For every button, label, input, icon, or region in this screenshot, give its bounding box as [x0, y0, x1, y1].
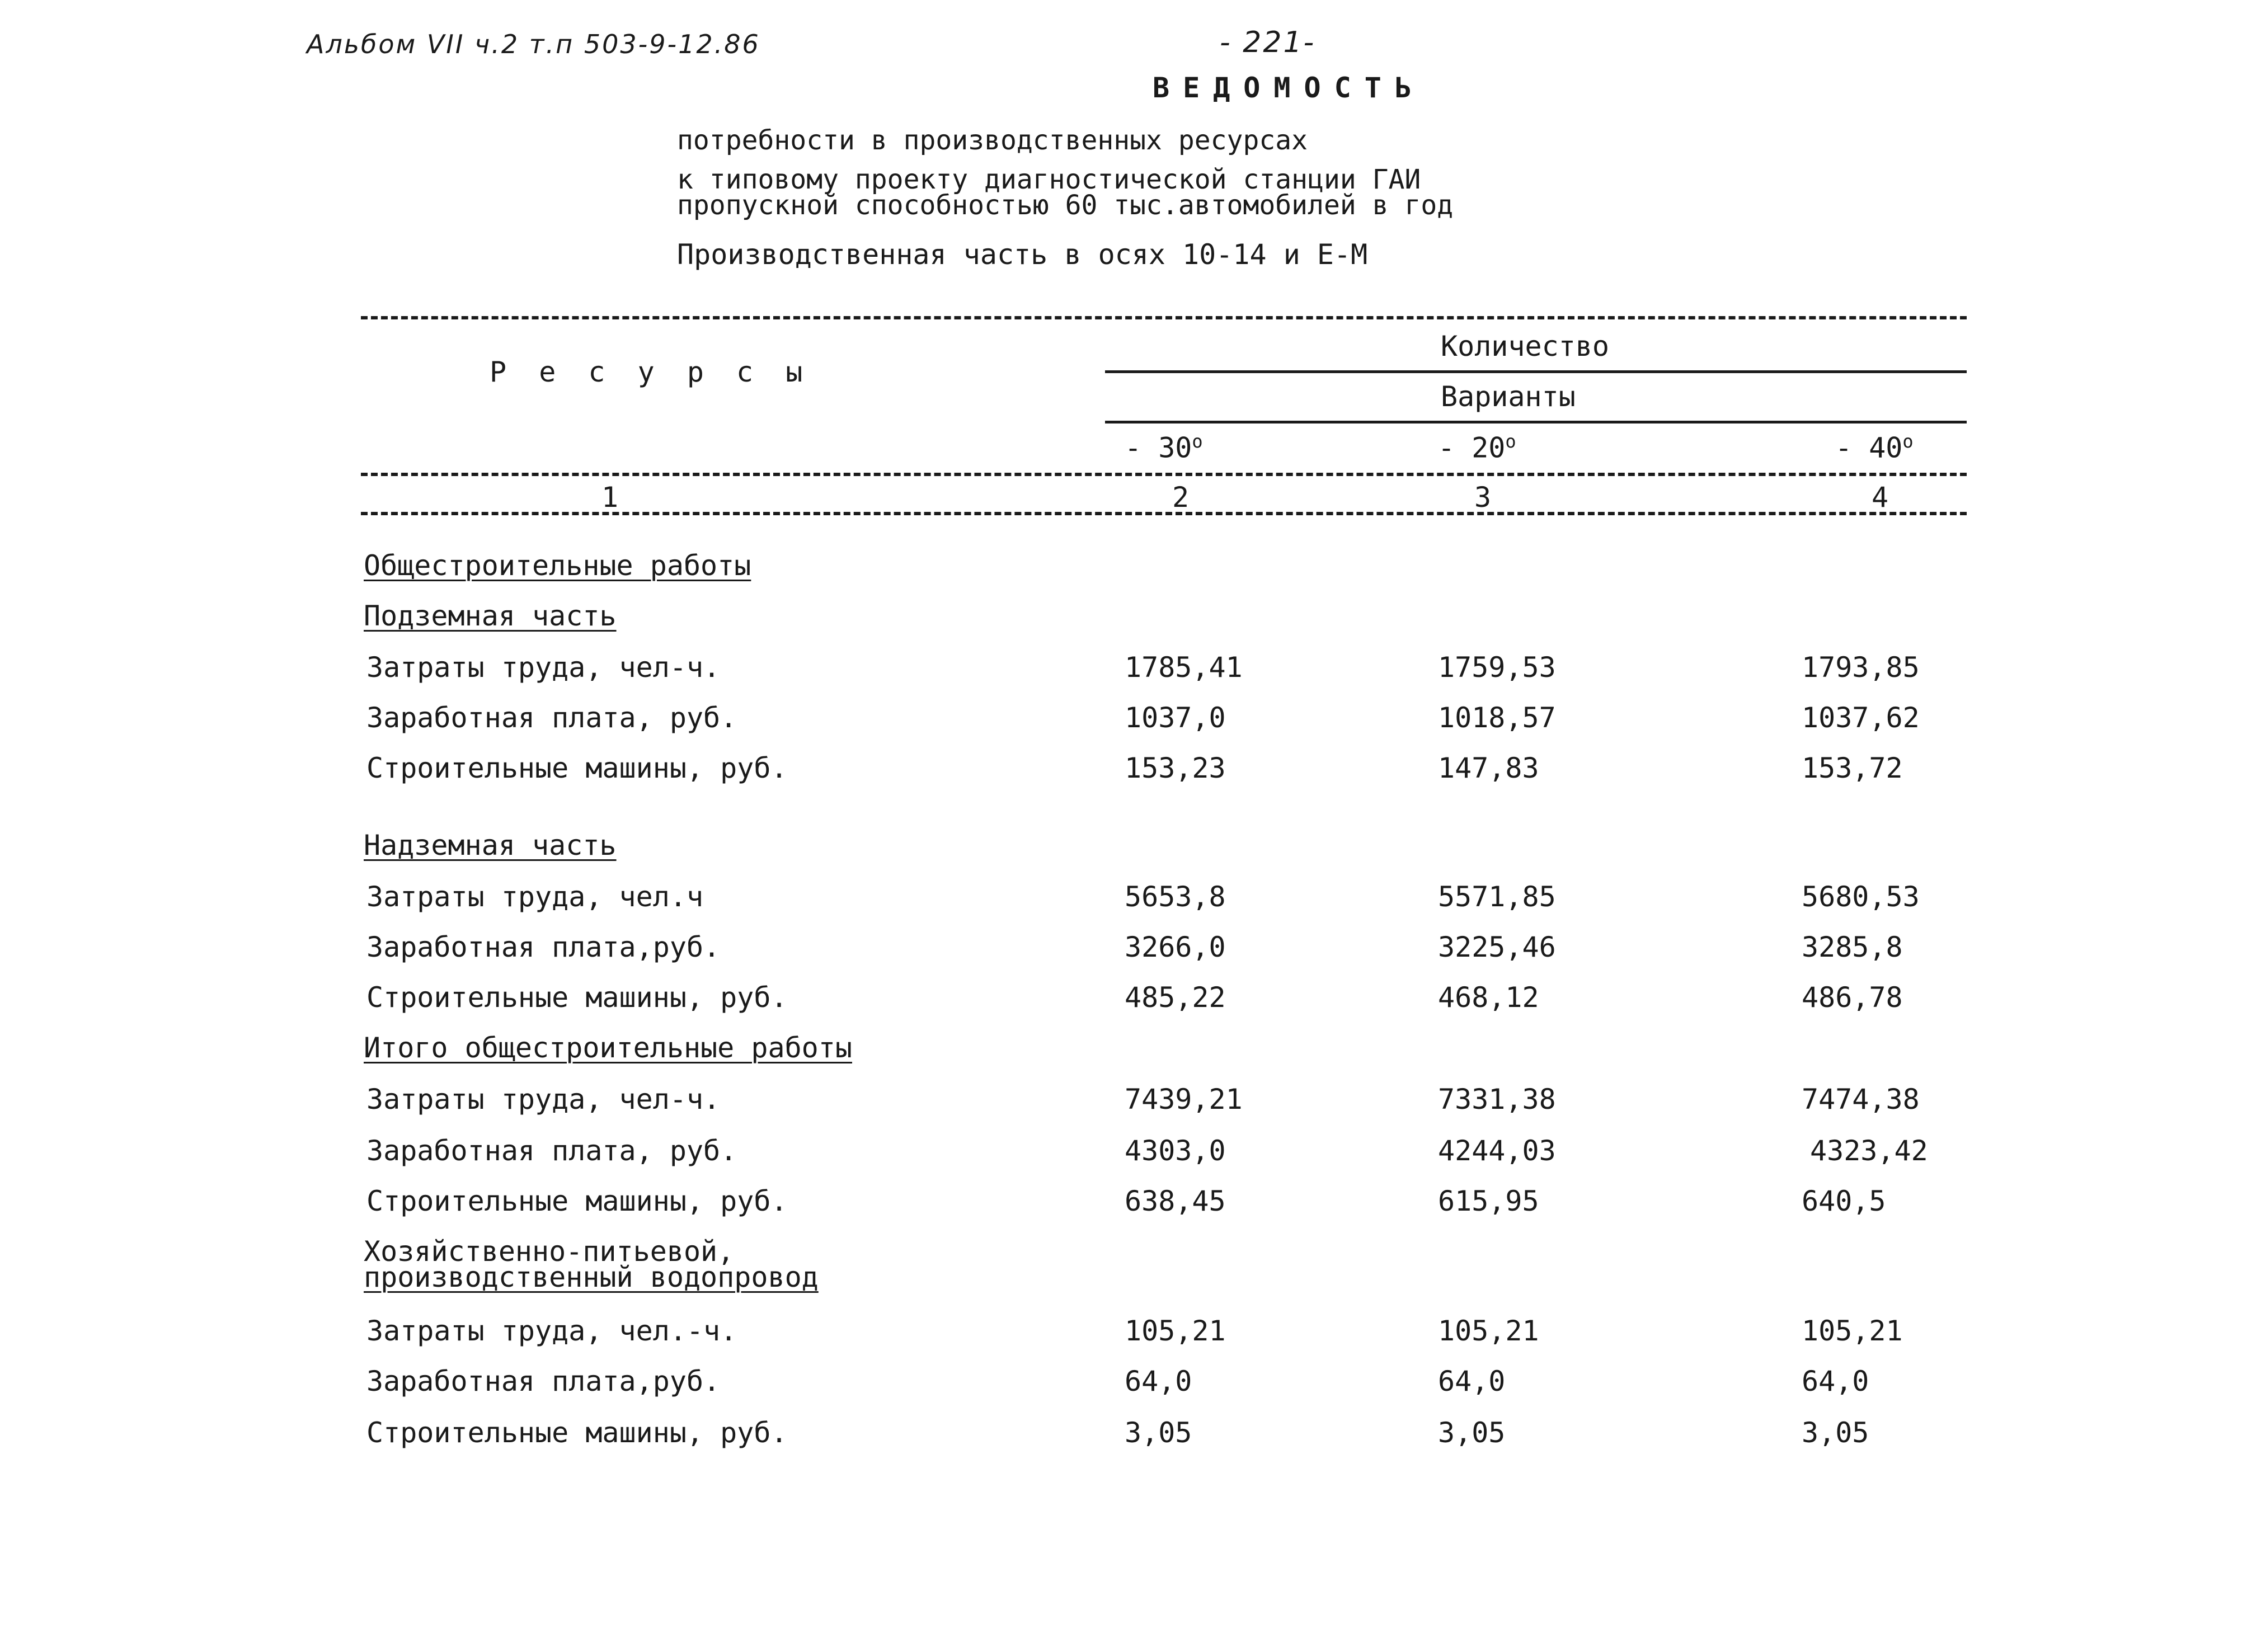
subtitle-line-2: к типовому проекту диагностической станции ГАИ: [677, 164, 1421, 195]
value-cell: 7439,21: [1125, 1083, 1243, 1116]
value-cell: 4323,42: [1810, 1135, 1928, 1167]
value-cell: 4244,03: [1438, 1135, 1556, 1167]
row-label: Заработная плата,руб.: [366, 931, 721, 963]
variant-minus-40: [1835, 431, 1914, 464]
table-top-rule: [361, 316, 1967, 319]
value-cell: 153,72: [1802, 752, 1903, 784]
value-cell: 5571,85: [1438, 881, 1556, 913]
column-number-2: 2: [1172, 481, 1190, 514]
value-cell: 64,0: [1438, 1365, 1506, 1397]
degree-sign: o: [1192, 431, 1203, 452]
value-cell: 3,05: [1438, 1416, 1506, 1449]
degree-sign: o: [1505, 431, 1516, 452]
row-label: Затраты труда, чел.-ч.: [366, 1315, 737, 1347]
quantity-column-header: Количество: [1441, 330, 1610, 363]
value-cell: 486,78: [1802, 981, 1903, 1014]
value-cell: 1785,41: [1125, 651, 1243, 684]
row-label: Затраты труда, чел-ч.: [366, 1083, 721, 1116]
row-label: Заработная плата, руб.: [366, 1135, 737, 1167]
row-label: Итого общестроительные работы: [364, 1032, 852, 1064]
variants-header: Варианты: [1441, 380, 1576, 413]
resources-column-header: Р е с у р с ы: [490, 356, 811, 388]
value-cell: 640,5: [1802, 1185, 1886, 1217]
value-cell: 1018,57: [1438, 702, 1556, 734]
value-cell: 3266,0: [1125, 931, 1226, 963]
value-cell: 7474,38: [1802, 1083, 1920, 1116]
value-cell: 3225,46: [1438, 931, 1556, 963]
value-cell: 468,12: [1438, 981, 1539, 1014]
column-number-3: 3: [1474, 481, 1492, 514]
value-cell: 7331,38: [1438, 1083, 1556, 1116]
value-cell: 105,21: [1438, 1315, 1539, 1347]
variant-minus-30: [1125, 431, 1203, 464]
value-cell: 638,45: [1125, 1185, 1226, 1217]
value-cell: 1793,85: [1802, 651, 1920, 684]
variant-label: - 40: [1835, 431, 1903, 464]
value-cell: 147,83: [1438, 752, 1539, 784]
row-label: Затраты труда, чел.ч: [366, 881, 704, 913]
value-cell: 3285,8: [1802, 931, 1903, 963]
quantity-rule: [1105, 370, 1967, 373]
variant-minus-20: [1438, 431, 1516, 464]
row-label: Строительные машины, руб.: [366, 1416, 788, 1449]
row-label: Строительные машины, руб.: [366, 1185, 788, 1217]
value-cell: 5680,53: [1802, 881, 1920, 913]
header-bottom-rule: [361, 473, 1967, 476]
row-label: Строительные машины, руб.: [366, 981, 788, 1014]
section-title: Производственная часть в осях 10-14 и Е-М: [677, 238, 1368, 271]
value-cell: 4303,0: [1125, 1135, 1226, 1167]
row-label: Хозяйственно-питьевой,: [364, 1235, 735, 1268]
page-number: - 221-: [1220, 26, 1316, 59]
row-label: Строительные машины, руб.: [366, 752, 788, 784]
value-cell: 153,23: [1125, 752, 1226, 784]
row-label: Затраты труда, чел-ч.: [366, 651, 721, 684]
value-cell: 105,21: [1125, 1315, 1226, 1347]
variant-label: - 30: [1125, 431, 1192, 464]
subtitle-line-1: потребности в производственных ресурсах: [677, 125, 1308, 156]
value-cell: 1037,62: [1802, 702, 1920, 734]
variant-label: - 20: [1438, 431, 1506, 464]
value-cell: 3,05: [1802, 1416, 1869, 1449]
value-cell: 1759,53: [1438, 651, 1556, 684]
value-cell: 615,95: [1438, 1185, 1539, 1217]
value-cell: 5653,8: [1125, 881, 1226, 913]
variants-rule: [1105, 421, 1967, 423]
album-reference: Альбом VII ч.2 т.п 503-9-12.86: [307, 29, 760, 59]
value-cell: 64,0: [1802, 1365, 1869, 1397]
column-number-4: 4: [1872, 481, 1889, 514]
document-title: ВЕДОМОСТЬ: [1153, 72, 1425, 104]
row-label: Заработная плата,руб.: [366, 1365, 721, 1397]
subtitle-line-3: пропускной способностью 60 тыс.автомобилей в год: [677, 190, 1454, 221]
column-number-1: 1: [601, 481, 619, 514]
column-number-rule: [361, 512, 1967, 515]
row-label: Общестроительные работы: [364, 549, 751, 582]
degree-sign: o: [1902, 431, 1914, 452]
row-label: Заработная плата, руб.: [366, 702, 737, 734]
value-cell: 1037,0: [1125, 702, 1226, 734]
value-cell: 64,0: [1125, 1365, 1192, 1397]
row-label: производственный водопровод: [364, 1261, 819, 1293]
value-cell: 105,21: [1802, 1315, 1903, 1347]
row-label: Надземная часть: [364, 829, 617, 862]
value-cell: 485,22: [1125, 981, 1226, 1014]
row-label: Подземная часть: [364, 600, 617, 632]
value-cell: 3,05: [1125, 1416, 1192, 1449]
